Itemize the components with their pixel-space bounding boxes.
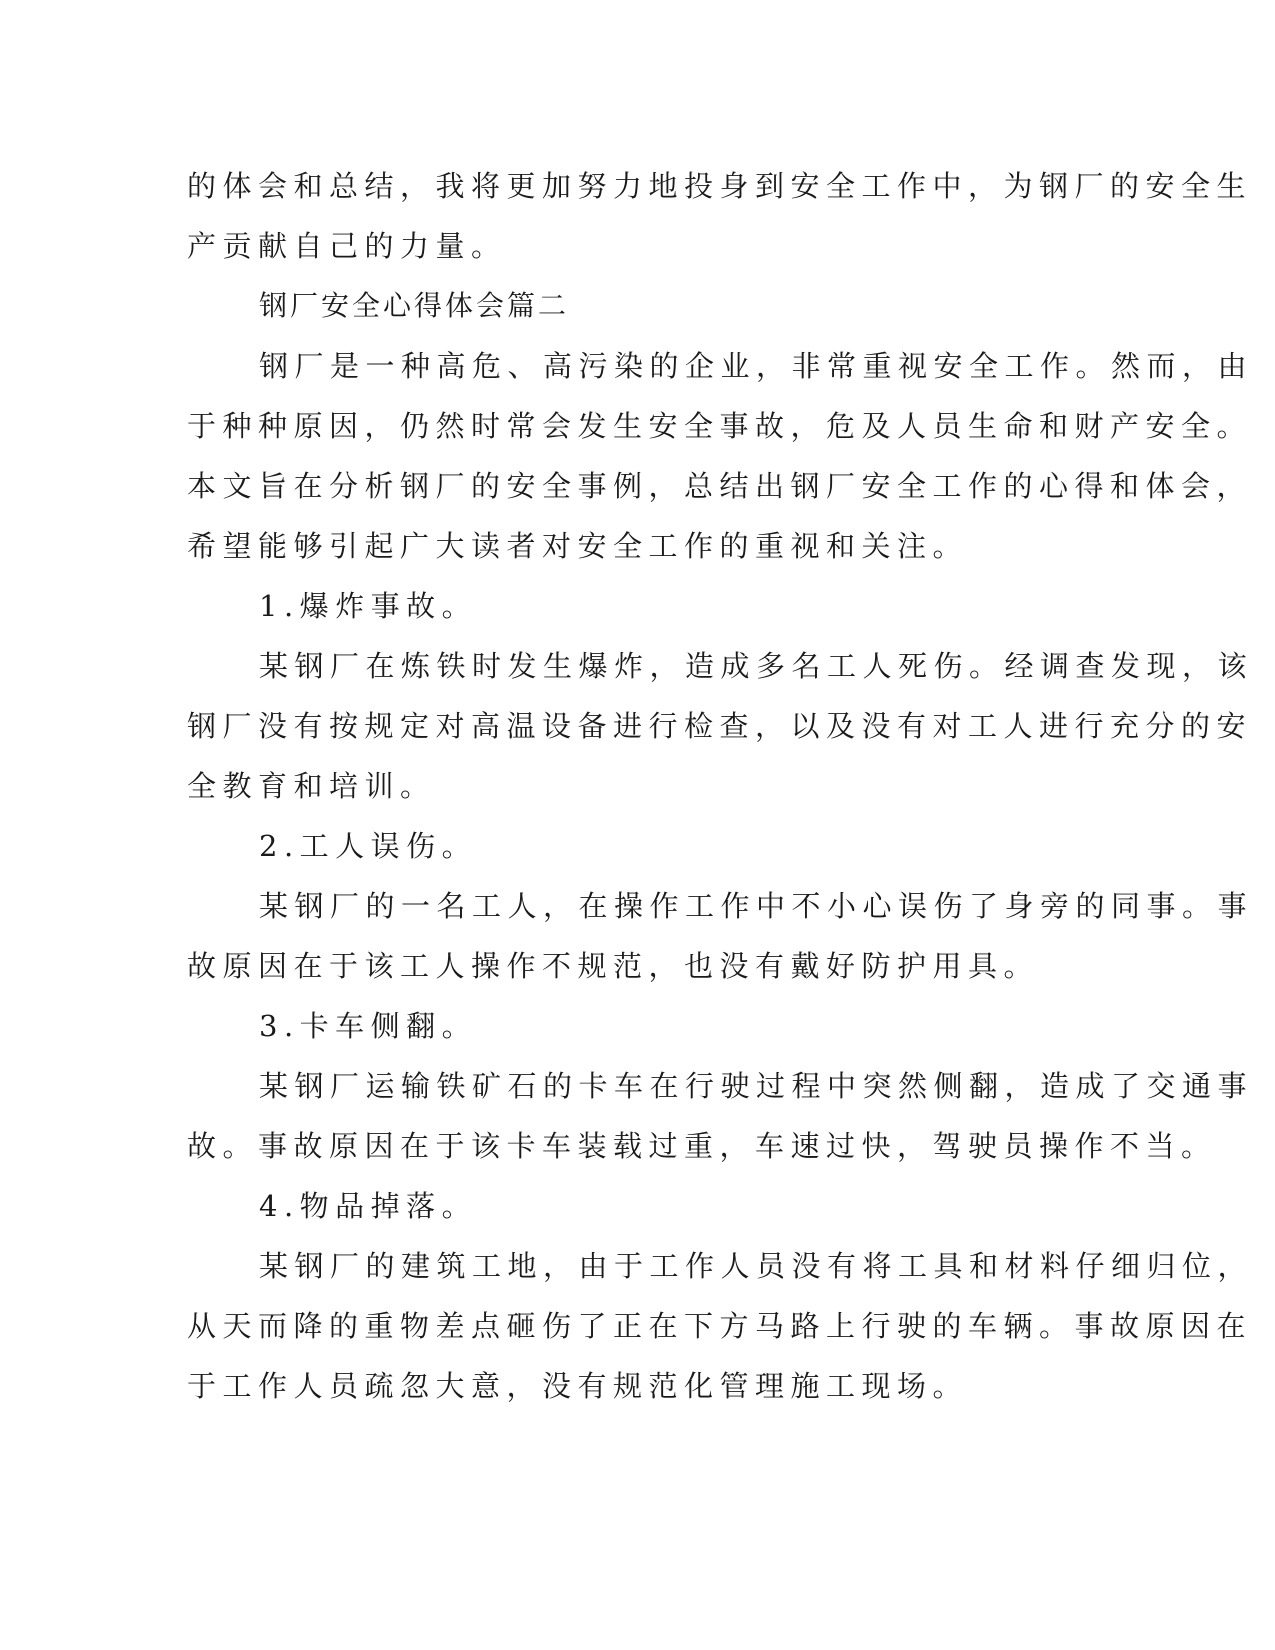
body-text-line: 全教育和培训。 xyxy=(187,769,436,803)
paragraph-start-line: 某钢厂的建筑工地，由于工作人员没有将工具和材料仔细归位， xyxy=(259,1249,1254,1283)
paragraph-start-line: 某钢厂运输铁矿石的卡车在行驶过程中突然侧翻，造成了交通事 xyxy=(259,1069,1254,1103)
list-item-heading: 2.工人误伤。 xyxy=(259,829,478,863)
body-text-line: 产贡献自己的力量。 xyxy=(187,229,507,263)
list-item-heading: 1.爆炸事故。 xyxy=(259,589,478,623)
paragraph-start-line: 某钢厂在炼铁时发生爆炸，造成多名工人死伤。经调查发现，该 xyxy=(259,649,1254,683)
body-text-line: 本文旨在分析钢厂的安全事例，总结出钢厂安全工作的心得和体会， xyxy=(187,469,1253,503)
body-text-line: 于种种原因，仍然时常会发生安全事故，危及人员生命和财产安全。 xyxy=(187,409,1253,443)
list-item-heading: 3.卡车侧翻。 xyxy=(259,1009,478,1043)
body-text-line: 于工作人员疏忽大意，没有规范化管理施工现场。 xyxy=(187,1369,969,1403)
body-text-line: 钢厂没有按规定对高温设备进行检查，以及没有对工人进行充分的安 xyxy=(187,709,1253,743)
paragraph-start-line: 某钢厂的一名工人，在操作工作中不小心误伤了身旁的同事。事 xyxy=(259,889,1254,923)
body-text-line: 从天而降的重物差点砸伤了正在下方马路上行驶的车辆。事故原因在 xyxy=(187,1309,1253,1343)
body-text-line: 希望能够引起广大读者对安全工作的重视和关注。 xyxy=(187,529,969,563)
body-text-line: 故。事故原因在于该卡车装载过重，车速过快，驾驶员操作不当。 xyxy=(187,1129,1217,1163)
paragraph-start-line: 钢厂是一种高危、高污染的企业，非常重视安全工作。然而，由 xyxy=(259,349,1254,383)
body-text-line: 的体会和总结，我将更加努力地投身到安全工作中，为钢厂的安全生 xyxy=(187,169,1253,203)
body-text-line: 故原因在于该工人操作不规范，也没有戴好防护用具。 xyxy=(187,949,1040,983)
document-body xyxy=(187,156,1254,1416)
list-item-heading: 4.物品掉落。 xyxy=(259,1189,478,1223)
section-title: 钢厂安全心得体会篇二 xyxy=(259,289,570,322)
